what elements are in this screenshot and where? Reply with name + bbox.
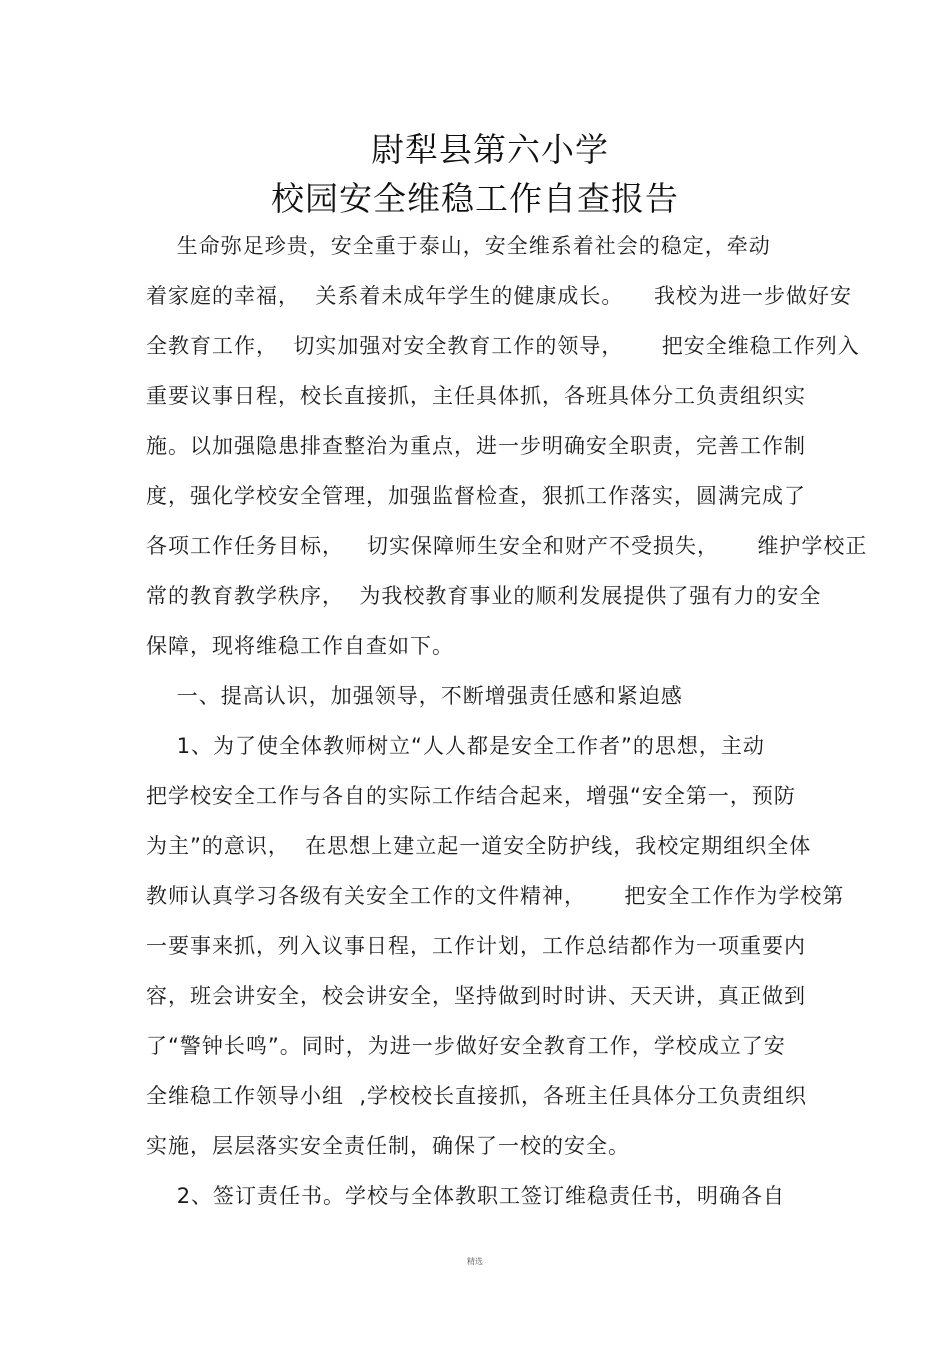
body-line: 了“警钟长鸣”。同时，为进一步做好安全教育工作，学校成立了安 bbox=[146, 1034, 786, 1058]
body-line: 保障，现将维稳工作自查如下。 bbox=[146, 634, 454, 658]
body-line: 施。以加强隐患排查整治为重点，进一步明确安全职责，完善工作制 bbox=[146, 434, 806, 458]
body-line: 全维稳工作领导小组 ,学校校长直接抓，各班主任具体分工负责组织 bbox=[146, 1084, 808, 1108]
body-line: 常的教育教学秩序， 为我校教育事业的顺利发展提供了强有力的安全 bbox=[146, 584, 822, 608]
body-line: 容，班会讲安全，校会讲安全，坚持做到时时讲、天天讲，真正做到 bbox=[146, 984, 806, 1008]
section-heading: 一、提高认识，加强领导，不断增强责任感和紧迫感 bbox=[146, 684, 683, 708]
body-line: 生命弥足珍贵，安全重于泰山，安全维系着社会的稳定，牵动 bbox=[146, 234, 771, 258]
body-line: 全教育工作， 切实加强对安全教育工作的领导， 把安全维稳工作列入 bbox=[146, 334, 860, 358]
body-line: 为主”的意识， 在思想上建立起一道安全防护线，我校定期组织全体 bbox=[146, 834, 812, 858]
page-footer: 精选 bbox=[467, 1257, 483, 1266]
document-title-report: 校园安全维稳工作自查报告 bbox=[271, 179, 679, 218]
body-line: 1、为了使全体教师树立“人人都是安全工作者”的思想，主动 bbox=[146, 734, 765, 758]
body-line: 度，强化学校安全管理，加强监督检查，狠抓工作落实，圆满完成了 bbox=[146, 484, 806, 508]
body-line: 把学校安全工作与各自的实际工作结合起来，增强“安全第一，预防 bbox=[146, 784, 796, 808]
body-line: 教师认真学习各级有关安全工作的文件精神， 把安全工作作为学校第 bbox=[146, 884, 845, 908]
body-line: 实施，层层落实安全责任制，确保了一校的安全。 bbox=[146, 1134, 630, 1158]
body-line: 2、签订责任书。学校与全体教职工签订维稳责任书，明确各自 bbox=[146, 1184, 786, 1208]
body-line: 重要议事日程，校长直接抓，主任具体抓，各班具体分工负责组织实 bbox=[146, 384, 806, 408]
body-line: 一要事来抓，列入议事日程，工作计划，工作总结都作为一项重要内 bbox=[146, 934, 806, 958]
body-line: 各项工作任务目标， 切实保障师生安全和财产不受损失， 维护学校正 bbox=[146, 534, 868, 558]
document-title-school: 尉犁县第六小学 bbox=[371, 130, 609, 169]
body-line: 着家庭的幸福， 关系着未成年学生的健康成长。 我校为进一步做好安 bbox=[146, 284, 853, 308]
